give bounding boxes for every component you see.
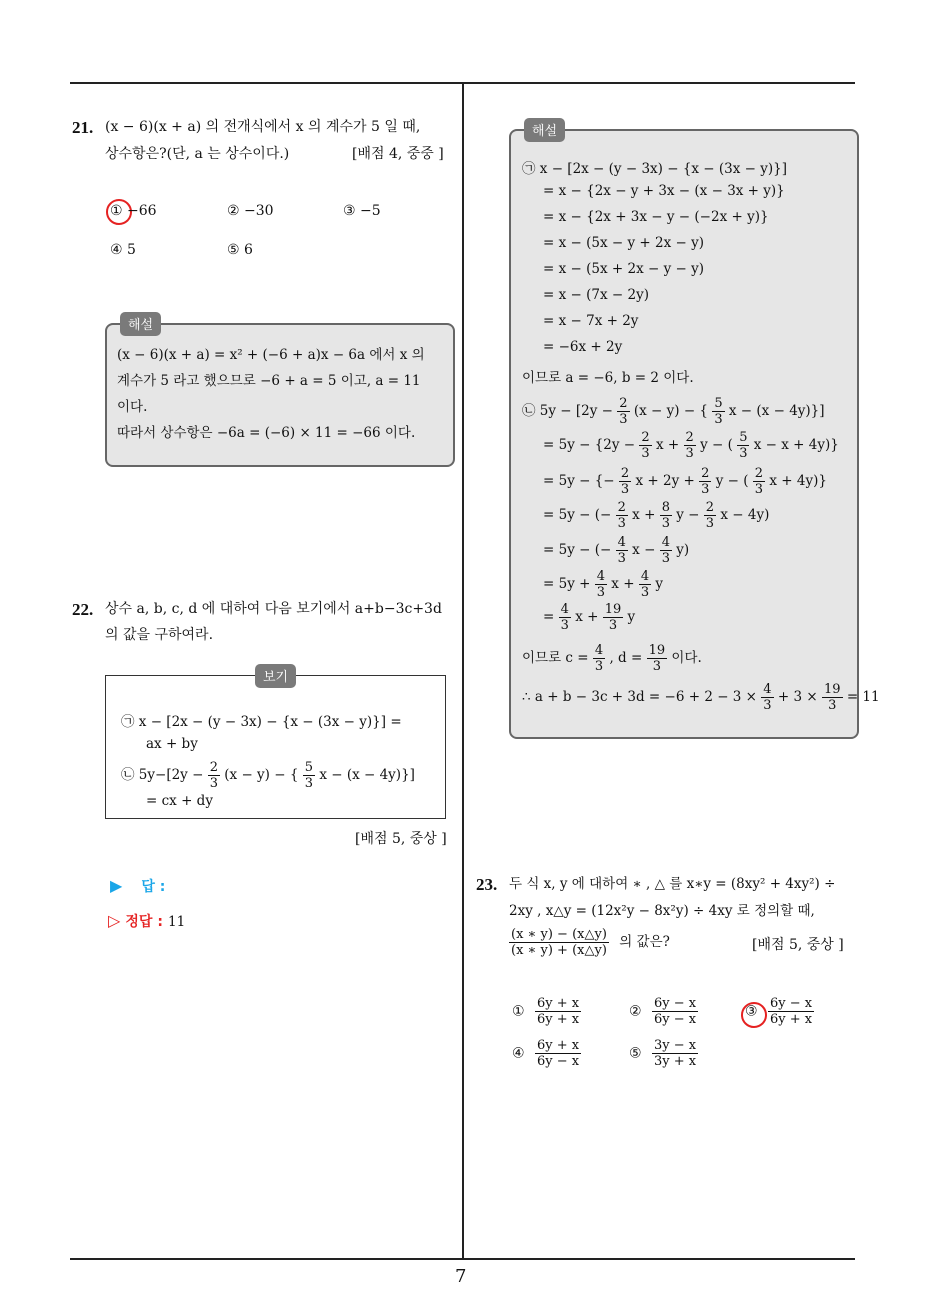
q22-box-line3-part3: x − (x − 4y)}]	[319, 767, 415, 783]
q21-choice-3[interactable]: ③ −5	[343, 203, 381, 219]
sol-line-7: = x − 7x + 2y	[543, 313, 639, 329]
frac-19-3: $\frac{19}{3}$	[823, 682, 841, 713]
frac-2-3: $\frac{2}{3}$	[685, 430, 694, 461]
q23-points: [배점 5, 중상 ]	[752, 937, 844, 953]
sol-line-2: = x − {2x − y + 3x − (x − 3x + y)}	[543, 183, 785, 199]
q22-box-line2: ax + by	[146, 736, 198, 752]
right-solution-tag: 해설	[524, 118, 565, 142]
q22-line1: 상수 a, b, c, d 에 대하여 다음 보기에서 a+b−3c+3d	[105, 601, 442, 617]
q21-line2: 상수항은?(단, a 는 상수이다.)	[105, 146, 290, 162]
q21-points: [배점 4, 중중 ]	[352, 146, 444, 162]
q23-choice-5-frac: $\frac{3y - x}{3y + x}$	[654, 1038, 697, 1069]
correct-label: 정답 :	[125, 914, 163, 930]
sol-row-b2: = 5y − {2y − $\frac{2}{3}$ x + $\frac{2}{3}$ y − ( $\frac{5}{3}$ x − x + 4y)}	[543, 430, 839, 461]
q22-box-line4: = cx + dy	[146, 793, 213, 809]
frac-19-3: $\frac{19}{3}$	[648, 643, 666, 674]
sol-row-b4: = 5y − (− $\frac{2}{3}$ x + $\frac{8}{3}$ y − $\frac{2}{3}$ x − 4y)	[543, 500, 770, 531]
q23-choice-4-frac: $\frac{6y + x}{6y - x}$	[537, 1038, 580, 1069]
q21-choice-2[interactable]: ② −30	[227, 203, 274, 219]
q22-frac-5-3: $\frac{5}{3}$	[304, 760, 314, 791]
q22-points: [배점 5, 중상 ]	[355, 831, 447, 847]
q23-choice-1[interactable]: ① $\frac{6y + x}{6y + x}$	[512, 996, 580, 1027]
sol-row-b8: 이므로 c = $\frac{4}{3}$ , d = $\frac{19}{3}$ 이다.	[522, 643, 702, 674]
sol-row-b9: ∴ a + b − 3c + 3d = −6 + 2 − 3 × $\frac{4}{3}$ + 3 × $\frac{19}{3}$ = 11	[522, 682, 880, 713]
q23-choice-2-frac: $\frac{6y - x}{6y - x}$	[654, 996, 697, 1027]
frac-2-3: $\frac{2}{3}$	[705, 500, 715, 531]
q23-expr-tail: 의 값은?	[619, 934, 670, 950]
q22-box-line3-part2: (x − y) − {	[224, 767, 299, 783]
q22-number: 22.	[72, 600, 94, 619]
frac-4-3: $\frac{4}{3}$	[661, 535, 670, 566]
frac-4-3: $\frac{4}{3}$	[640, 569, 650, 600]
sol-line-8: = −6x + 2y	[543, 339, 623, 355]
sol-line-4: = x − (5x − y + 2x − y)	[543, 235, 704, 251]
sol-line-3: = x − {2x + 3x − y − (−2x + y)}	[543, 209, 769, 225]
frac-2-3: $\frac{2}{3}$	[641, 430, 650, 461]
q23-choice-2[interactable]: ② $\frac{6y - x}{6y - x}$	[629, 996, 697, 1027]
q21-sol-line4: 따라서 상수항은 −6a = (−6) × 11 = −66 이다.	[117, 425, 416, 441]
frac-5-3: $\frac{5}{3}$	[714, 396, 723, 427]
q21-sol-line3: 이다.	[117, 399, 148, 415]
frac-4-3: $\frac{4}{3}$	[594, 643, 604, 674]
sol-line-5: = x − (5x + 2x − y − y)	[543, 261, 704, 277]
answer-play-icon: ▶	[110, 876, 123, 895]
bottom-rule	[70, 1258, 855, 1260]
sol-line-9: 이므로 a = −6, b = 2 이다.	[522, 370, 694, 386]
q22-box-line3-part1: ㉡ 5y−[2y −	[121, 767, 204, 783]
sol-line-6: = x − (7x − 2y)	[543, 287, 649, 303]
q21-choice-4[interactable]: ④ 5	[110, 242, 136, 258]
q22-box-line1: ㉠ x − [2x − (y − 3x) − {x − (3x − y)}] =	[121, 714, 402, 730]
frac-5-3: $\frac{5}{3}$	[739, 430, 748, 461]
q21-number: 21.	[72, 118, 94, 137]
q23-choice-1-frac: $\frac{6y + x}{6y + x}$	[537, 996, 580, 1027]
q21-sol-line2: 계수가 5 라고 했으므로 −6 + a = 5 이고, a = 11	[117, 373, 421, 389]
sol-row-b7: = $\frac{4}{3}$ x + $\frac{19}{3}$ y	[543, 602, 636, 633]
q22-example-tag: 보기	[255, 664, 296, 688]
q23-number: 23.	[476, 875, 498, 894]
q23-line2: 2xy , x△y = (12x²y − 8x²y) ÷ 4xy 로 정의할 때,	[509, 903, 815, 919]
column-divider	[462, 83, 464, 1259]
q21-solution-tag: 해설	[120, 312, 161, 336]
sol-line-1: ㉠ x − [2x − (y − 3x) − {x − (3x − y)}]	[522, 161, 788, 177]
q22-answer-row[interactable]	[110, 876, 165, 896]
q23-choice-3-frac: $\frac{6y - x}{6y + x}$	[770, 996, 813, 1027]
q23-line1: 두 식 x, y 에 대하여 ∗ , △ 를 x∗y = (8xy² + 4xy²) ÷	[509, 876, 836, 892]
q22-frac-2-3: $\frac{2}{3}$	[209, 760, 218, 791]
sol-row-b1: ㉡ 5y − [2y − $\frac{2}{3}$ (x − y) − { $\frac{5}{3}$ x − (x − 4y)}]	[522, 396, 825, 427]
frac-4-3: $\frac{4}{3}$	[560, 602, 569, 633]
q23-choice-4[interactable]: ④ $\frac{6y + x}{6y - x}$	[512, 1038, 580, 1069]
page-number: 7	[455, 1266, 467, 1287]
frac-19-3: $\frac{19}{3}$	[604, 602, 622, 633]
sol-row-b5: = 5y − (− $\frac{4}{3}$ x − $\frac{4}{3}$ y)	[543, 535, 690, 566]
q23-expression	[509, 927, 670, 958]
sol-row-b3: = 5y − {− $\frac{2}{3}$ x + 2y + $\frac{2}{3}$ y − ( $\frac{2}{3}$ x + 4y)}	[543, 466, 827, 497]
frac-8-3: $\frac{8}{3}$	[661, 500, 670, 531]
frac-4-3: $\frac{4}{3}$	[763, 682, 772, 713]
sol-row-b6: = 5y + $\frac{4}{3}$ x + $\frac{4}{3}$ y	[543, 569, 664, 600]
answer-label: 답 :	[141, 879, 166, 895]
q21-sol-line1: (x − 6)(x + a) = x² + (−6 + a)x − 6a 에서 x 의	[117, 347, 425, 363]
correct-play-icon: ▷	[108, 911, 121, 930]
frac-4-3: $\frac{4}{3}$	[596, 569, 605, 600]
q21-line1: (x − 6)(x + a) 의 전개식에서 x 의 계수가 5 일 때,	[105, 119, 421, 135]
frac-2-3: $\frac{2}{3}$	[617, 500, 626, 531]
q22-correct-row	[108, 911, 185, 931]
q21-choice-1[interactable]: ① −66	[110, 203, 157, 219]
frac-2-3: $\frac{2}{3}$	[701, 466, 710, 497]
q21-choice-5[interactable]: ⑤ 6	[227, 242, 253, 258]
frac-2-3: $\frac{2}{3}$	[619, 396, 628, 427]
frac-2-3: $\frac{2}{3}$	[620, 466, 630, 497]
frac-4-3: $\frac{4}{3}$	[617, 535, 626, 566]
correct-value: 11	[168, 914, 186, 930]
q22-box-line3	[121, 760, 415, 791]
frac-2-3: $\frac{2}{3}$	[754, 466, 764, 497]
q23-main-fraction: $\frac{(x ∗ y) - (x\triangle y)}{(x ∗ y) + (x\triangle y)}$	[511, 927, 607, 958]
q23-choice-3[interactable]: ③ $\frac{6y - x}{6y + x}$	[745, 996, 813, 1027]
q23-choice-5[interactable]: ⑤ $\frac{3y - x}{3y + x}$	[629, 1038, 697, 1069]
q22-line2: 의 값을 구하여라.	[105, 627, 214, 643]
